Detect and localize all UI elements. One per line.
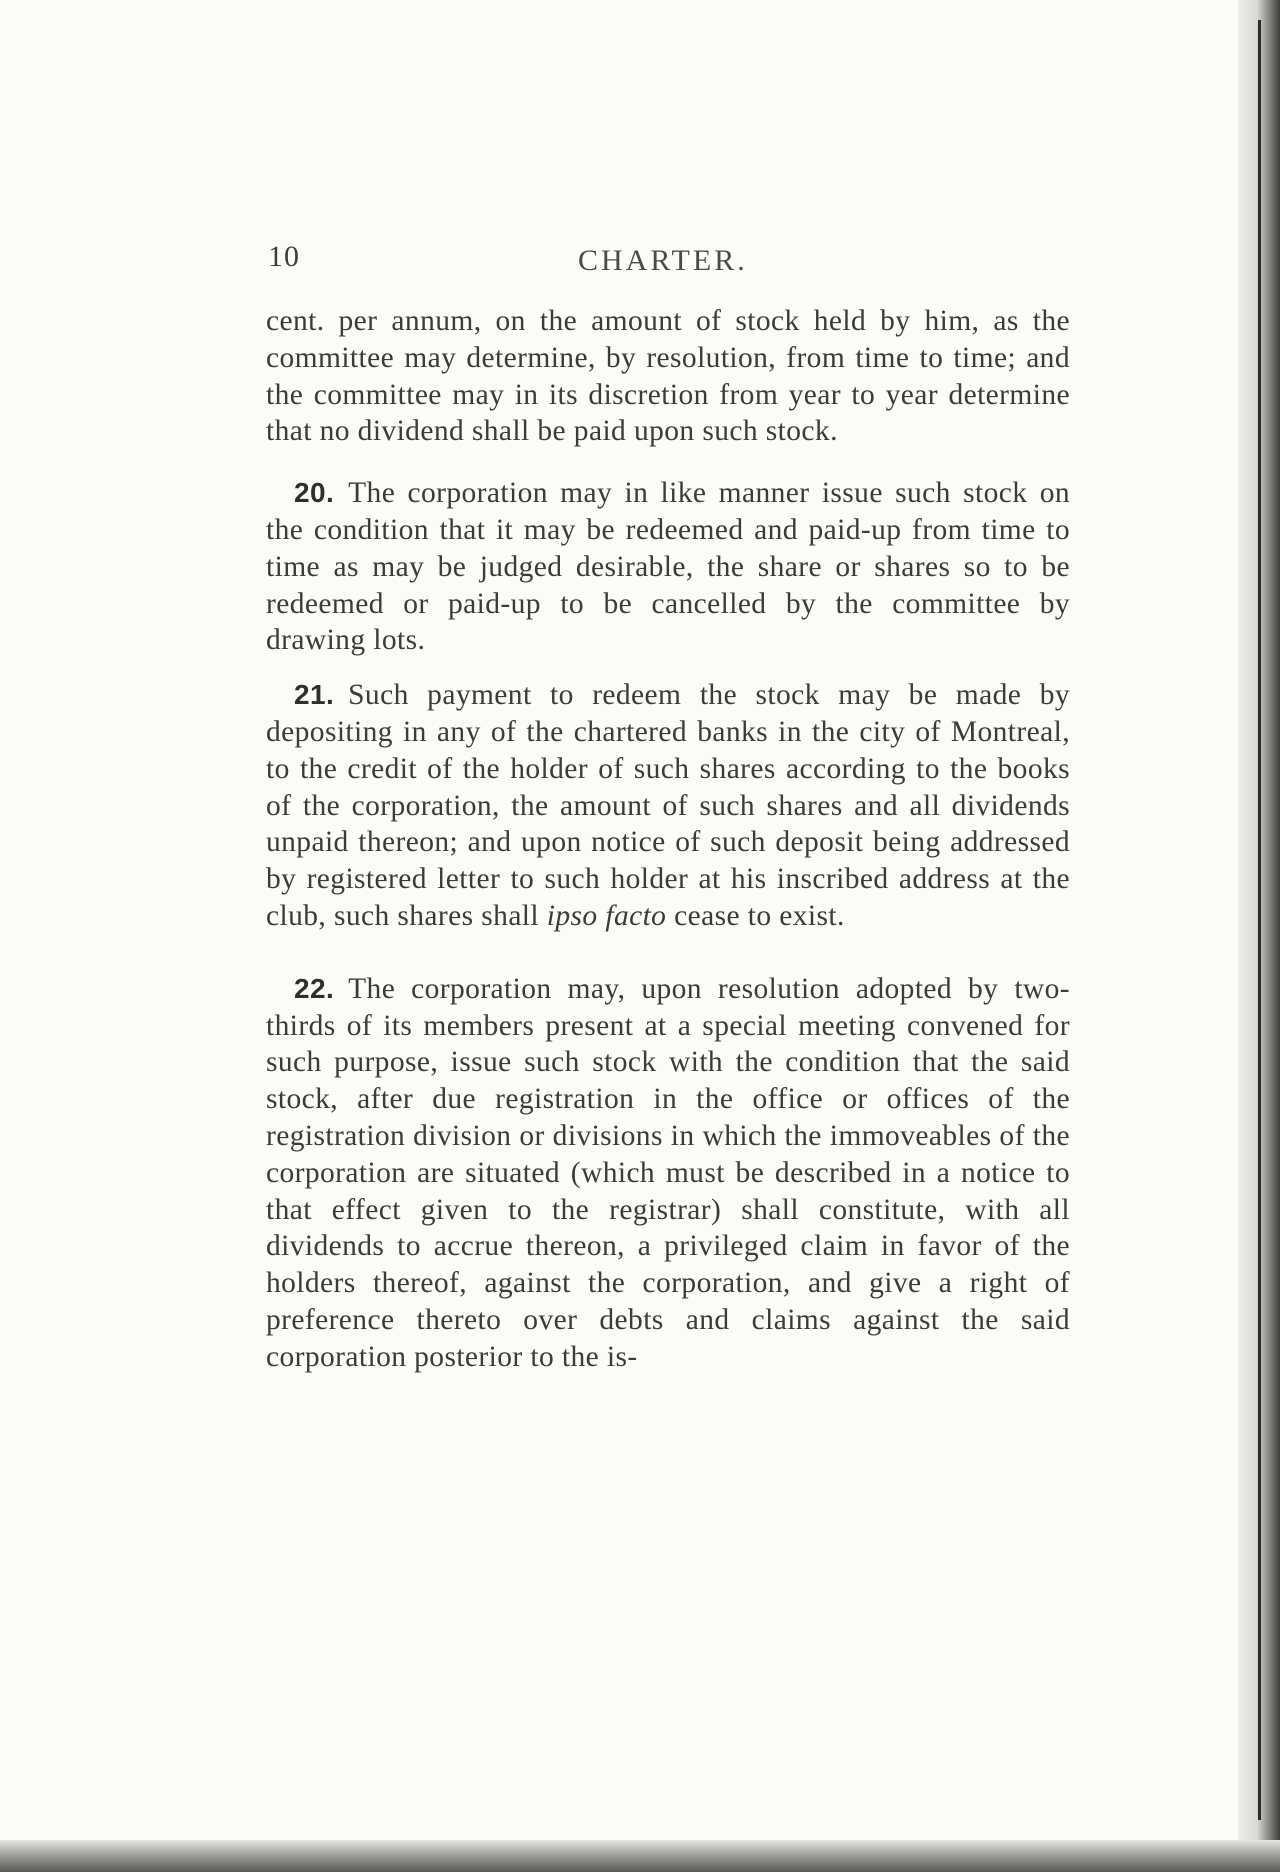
paragraph-continued [266, 303, 1070, 450]
section-21 [266, 677, 1070, 935]
page-number: 10 [268, 240, 300, 273]
page-header [268, 236, 1068, 286]
running-head: CHARTER. [578, 244, 748, 277]
section-number: 21. [294, 679, 335, 711]
section-number: 22. [294, 972, 335, 1004]
page-edge-line [1258, 20, 1261, 1820]
section-21-text-before: Such payment to redeem the stock may be made by depositing in any of the chartered banks in the city of Montreal, to the credit of the holder of such shares according to the books of the corporation, the amount of such shares and all dividends unpaid thereon; and upon notice of such deposit being addressed by registered letter to such holder at his inscribed address at the club, such shares shall [266, 679, 1070, 932]
section-20 [266, 475, 1070, 659]
section-21-italic-phrase: ipso facto [546, 899, 667, 932]
section-22-text: The corporation may, upon resolution adopted by two-thirds of its members present at a special meeting convened for such purpose, issue such stock with the condition that the said stock, after due registration in the office or offices of the registration division or divisions in which the immoveables of the corporation are situated (which must be described in a notice to that effect given to the registrar) shall constitute, with all dividends to accrue thereon, a privileged claim in favor of the holders thereof, against the corporation, and give a right of preference thereto over debts and claims against the said corporation posterior to the is- [266, 972, 1070, 1373]
section-21-text-after: cease to exist. [674, 899, 845, 932]
section-22 [266, 971, 1070, 1376]
section-number: 20. [294, 477, 335, 509]
text-column [266, 303, 1070, 1376]
section-20-text: The corporation may in like manner issue such stock on the condition that it may be redeemed and paid-up from time to time as may be judged desirable, the share or shares so to be redeemed or paid-up to be cancelled by the committee by drawing lots. [266, 477, 1070, 657]
paragraph-continued-text: cent. per annum, on the amount of stock held by him, as the committee may determine, by resolution, from time to time; and the committee may in its discretion from year to year determine that no dividend shall be paid upon such stock. [266, 305, 1070, 448]
bottom-edge-shadow [0, 1840, 1280, 1872]
